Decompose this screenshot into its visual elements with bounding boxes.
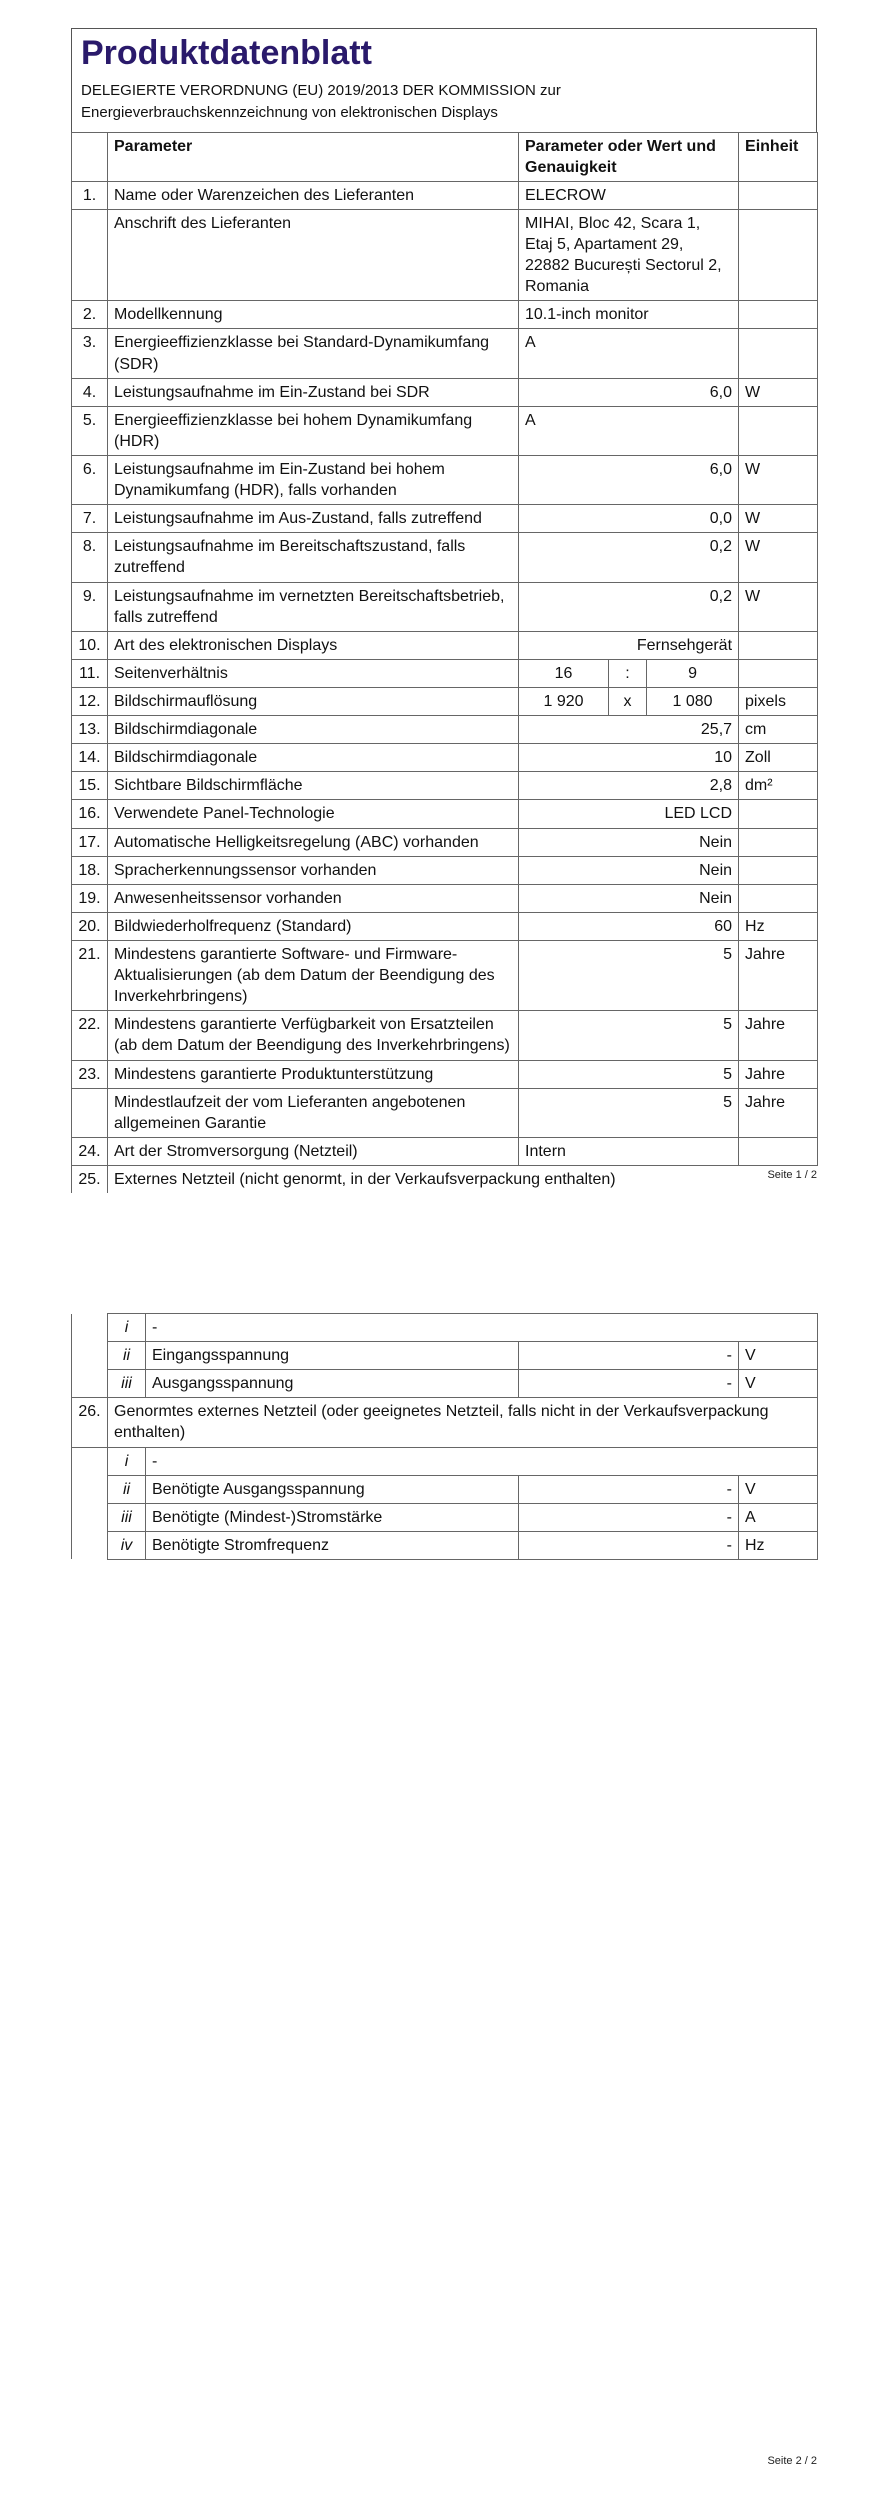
- table-row: [72, 533, 818, 582]
- sub-row-label: Ausgangsspannung: [146, 1370, 519, 1398]
- row-number: 20.: [72, 912, 108, 940]
- row-unit: [739, 301, 818, 329]
- regulation-subtitle: [81, 80, 808, 124]
- sub-row-index: iii: [108, 1503, 146, 1531]
- sub-row: [72, 1447, 818, 1475]
- row-value: MIHAI, Bloc 42, Scara 1, Etaj 5, Apartament 29, 22882 București Sectorul 2, Romania: [519, 209, 739, 300]
- row-unit: Zoll: [739, 744, 818, 772]
- row-number: 14.: [72, 744, 108, 772]
- row-number: 26.: [72, 1398, 108, 1447]
- row-label: Bildschirmauflösung: [108, 687, 519, 715]
- row-unit: Jahre: [739, 940, 818, 1010]
- sub-row-label: -: [146, 1314, 818, 1342]
- sub-row: [72, 1475, 818, 1503]
- sub-row-label: Benötigte Stromfrequenz: [146, 1531, 519, 1559]
- row-unit: dm²: [739, 772, 818, 800]
- row-number: 18.: [72, 856, 108, 884]
- row-value: 10: [519, 744, 739, 772]
- table-row: [72, 1088, 818, 1137]
- row-label: Bildwiederholfrequenz (Standard): [108, 912, 519, 940]
- row-unit: [739, 631, 818, 659]
- row-value: Fernsehgerät: [519, 631, 739, 659]
- sub-row-index: ii: [108, 1342, 146, 1370]
- row-label: Leistungsaufnahme im Ein-Zustand bei SDR: [108, 378, 519, 406]
- row-unit: [739, 1137, 818, 1165]
- sub-row-value: -: [519, 1370, 739, 1398]
- row-unit: [739, 406, 818, 455]
- row-value: 0,0: [519, 505, 739, 533]
- row-unit: Jahre: [739, 1011, 818, 1060]
- row-value: 5: [519, 1011, 739, 1060]
- table-row: [72, 301, 818, 329]
- row-value: A: [519, 406, 739, 455]
- table-row: [72, 744, 818, 772]
- sub-row-spacer: [72, 1314, 108, 1342]
- row-value-first: 1 920: [519, 687, 609, 715]
- page-number-2: Seite 2 / 2: [767, 2455, 817, 2467]
- row-value: 2,8: [519, 772, 739, 800]
- row-label: Art des elektronischen Displays: [108, 631, 519, 659]
- row-label: Genormtes externes Netzteil (oder geeignetes Netzteil, falls nicht in der Verkaufsverpackung enthalten): [108, 1398, 818, 1447]
- datasheet-page-2: [71, 1313, 817, 1560]
- row-label: Spracherkennungssensor vorhanden: [108, 856, 519, 884]
- document-header: [71, 28, 817, 132]
- row-number: 17.: [72, 828, 108, 856]
- table-row: [72, 378, 818, 406]
- row-number: 1.: [72, 181, 108, 209]
- row-label: Leistungsaufnahme im vernetzten Bereitschaftsbetrieb, falls zutreffend: [108, 582, 519, 631]
- table-row: [72, 1137, 818, 1165]
- row-number: 24.: [72, 1137, 108, 1165]
- sub-row-index: i: [108, 1447, 146, 1475]
- row-number: 19.: [72, 884, 108, 912]
- row-number: 5.: [72, 406, 108, 455]
- row-label: Art der Stromversorgung (Netzteil): [108, 1137, 519, 1165]
- row-value: A: [519, 329, 739, 378]
- row-value: 60: [519, 912, 739, 940]
- row-label: Bildschirmdiagonale: [108, 716, 519, 744]
- sub-row-unit: A: [739, 1503, 818, 1531]
- row-value: 5: [519, 1088, 739, 1137]
- row-number: 13.: [72, 716, 108, 744]
- row-number: 7.: [72, 505, 108, 533]
- sub-row-unit: Hz: [739, 1531, 818, 1559]
- row-unit: W: [739, 582, 818, 631]
- table-row: [72, 828, 818, 856]
- row-label: Mindestens garantierte Produktunterstützung: [108, 1060, 519, 1088]
- row-number: [72, 1088, 108, 1137]
- table-row: [72, 884, 818, 912]
- sub-row-label: -: [146, 1447, 818, 1475]
- row-label: Energieeffizienzklasse bei Standard-Dynamikumfang (SDR): [108, 329, 519, 378]
- row-value: 5: [519, 1060, 739, 1088]
- table-row: [72, 856, 818, 884]
- table-row: [72, 406, 818, 455]
- row-number: 21.: [72, 940, 108, 1010]
- table-row: [72, 716, 818, 744]
- power-supply-table: [71, 1313, 818, 1560]
- table-row: [72, 800, 818, 828]
- sub-row-label: Eingangsspannung: [146, 1342, 519, 1370]
- table-row: [72, 1398, 818, 1447]
- row-label: Modellkennung: [108, 301, 519, 329]
- row-value: Nein: [519, 856, 739, 884]
- row-value-separator: x: [609, 687, 647, 715]
- row-number: 10.: [72, 631, 108, 659]
- sub-row: [72, 1531, 818, 1559]
- row-unit: Hz: [739, 912, 818, 940]
- row-unit: [739, 209, 818, 300]
- row-value: Nein: [519, 884, 739, 912]
- row-value: 10.1-inch monitor: [519, 301, 739, 329]
- row-number: 16.: [72, 800, 108, 828]
- row-number: 12.: [72, 687, 108, 715]
- table-row: [72, 505, 818, 533]
- row-label: Mindestens garantierte Software- und Firmware-Aktualisierungen (ab dem Datum der Beendigung des Inverkehrbringens): [108, 940, 519, 1010]
- sub-row-unit: V: [739, 1475, 818, 1503]
- sub-row-spacer: [72, 1503, 108, 1531]
- row-unit: W: [739, 378, 818, 406]
- row-value-second: 1 080: [647, 687, 739, 715]
- row-value: 6,0: [519, 378, 739, 406]
- row-unit: [739, 884, 818, 912]
- subtitle-line-1: DELEGIERTE VERORDNUNG (EU) 2019/2013 DER KOMMISSION zur: [81, 82, 561, 100]
- row-value: LED LCD: [519, 800, 739, 828]
- sub-row-index: iii: [108, 1370, 146, 1398]
- sub-row-value: -: [519, 1531, 739, 1559]
- row-number: 22.: [72, 1011, 108, 1060]
- row-label: Verwendete Panel-Technologie: [108, 800, 519, 828]
- table-row: [72, 912, 818, 940]
- row-label: Leistungsaufnahme im Bereitschaftszustand, falls zutreffend: [108, 533, 519, 582]
- power-supply-rows: [72, 1314, 818, 1560]
- table-row: [72, 940, 818, 1010]
- row-label: Sichtbare Bildschirmfläche: [108, 772, 519, 800]
- sub-row-spacer: [72, 1447, 108, 1475]
- row-value-first: 16: [519, 659, 609, 687]
- row-value: Nein: [519, 828, 739, 856]
- row-unit: cm: [739, 716, 818, 744]
- row-label: Leistungsaufnahme im Ein-Zustand bei hohem Dynamikumfang (HDR), falls vorhanden: [108, 456, 519, 505]
- sub-row-index: ii: [108, 1475, 146, 1503]
- row-value: 5: [519, 940, 739, 1010]
- table-row: [72, 659, 818, 687]
- row-label: Externes Netzteil (nicht genormt, in der Verkaufsverpackung enthalten): [108, 1165, 818, 1193]
- row-unit: [739, 329, 818, 378]
- sub-row: [72, 1370, 818, 1398]
- row-label: Leistungsaufnahme im Aus-Zustand, falls zutreffend: [108, 505, 519, 533]
- row-number: 11.: [72, 659, 108, 687]
- sub-row-unit: V: [739, 1370, 818, 1398]
- datasheet-rows: [72, 181, 818, 1193]
- sub-row-unit: V: [739, 1342, 818, 1370]
- row-value: Intern: [519, 1137, 739, 1165]
- sub-row-value: -: [519, 1475, 739, 1503]
- row-value: 25,7: [519, 716, 739, 744]
- row-unit: [739, 181, 818, 209]
- table-row: [72, 1165, 818, 1193]
- row-unit: [739, 800, 818, 828]
- row-unit: W: [739, 456, 818, 505]
- row-number: 15.: [72, 772, 108, 800]
- table-header-row: [72, 132, 818, 181]
- row-value: ELECROW: [519, 181, 739, 209]
- row-value-second: 9: [647, 659, 739, 687]
- row-number: 25.: [72, 1165, 108, 1193]
- table-row: [72, 687, 818, 715]
- row-number: [72, 209, 108, 300]
- row-value: 0,2: [519, 582, 739, 631]
- header-parameter: Parameter: [108, 132, 519, 181]
- row-unit: Jahre: [739, 1088, 818, 1137]
- row-unit: [739, 856, 818, 884]
- document-title: Produktdatenblatt: [81, 34, 372, 72]
- sub-row-index: i: [108, 1314, 146, 1342]
- row-value-separator: :: [609, 659, 647, 687]
- sub-row-spacer: [72, 1531, 108, 1559]
- row-label: Anwesenheitssensor vorhanden: [108, 884, 519, 912]
- header-value: Parameter oder Wert und Genauigkeit: [519, 132, 739, 181]
- sub-row-spacer: [72, 1342, 108, 1370]
- table-row: [72, 456, 818, 505]
- header-unit: Einheit: [739, 132, 818, 181]
- sub-row: [72, 1503, 818, 1531]
- table-row: [72, 582, 818, 631]
- table-row: [72, 181, 818, 209]
- table-row: [72, 209, 818, 300]
- table-row: [72, 329, 818, 378]
- row-unit: [739, 659, 818, 687]
- sub-row-index: iv: [108, 1531, 146, 1559]
- row-number: 8.: [72, 533, 108, 582]
- table-row: [72, 1011, 818, 1060]
- sub-row-spacer: [72, 1370, 108, 1398]
- row-label: Automatische Helligkeitsregelung (ABC) vorhanden: [108, 828, 519, 856]
- row-value: 6,0: [519, 456, 739, 505]
- sub-row-spacer: [72, 1475, 108, 1503]
- row-unit: [739, 828, 818, 856]
- row-number: 6.: [72, 456, 108, 505]
- row-label: Seitenverhältnis: [108, 659, 519, 687]
- row-number: 23.: [72, 1060, 108, 1088]
- table-row: [72, 772, 818, 800]
- row-unit: Jahre: [739, 1060, 818, 1088]
- datasheet-page-1: [71, 28, 817, 1193]
- row-label: Mindestlaufzeit der vom Lieferanten angebotenen allgemeinen Garantie: [108, 1088, 519, 1137]
- row-number: 4.: [72, 378, 108, 406]
- row-label: Name oder Warenzeichen des Lieferanten: [108, 181, 519, 209]
- header-number: [72, 132, 108, 181]
- row-label: Bildschirmdiagonale: [108, 744, 519, 772]
- table-row: [72, 1060, 818, 1088]
- row-unit: W: [739, 505, 818, 533]
- row-number: 2.: [72, 301, 108, 329]
- sub-row-value: -: [519, 1342, 739, 1370]
- subtitle-line-2: Energieverbrauchskennzeichnung von elektronischen Displays: [81, 103, 498, 121]
- row-unit: W: [739, 533, 818, 582]
- sub-row-value: -: [519, 1503, 739, 1531]
- datasheet-table: [71, 132, 818, 1193]
- row-unit: pixels: [739, 687, 818, 715]
- page-number-1: Seite 1 / 2: [767, 1169, 817, 1181]
- row-label: Anschrift des Lieferanten: [108, 209, 519, 300]
- table-row: [72, 631, 818, 659]
- row-label: Mindestens garantierte Verfügbarkeit von Ersatzteilen (ab dem Datum der Beendigung des Inverkehrbringens): [108, 1011, 519, 1060]
- sub-row-label: Benötigte Ausgangsspannung: [146, 1475, 519, 1503]
- row-value: 0,2: [519, 533, 739, 582]
- row-label: Energieeffizienzklasse bei hohem Dynamikumfang (HDR): [108, 406, 519, 455]
- sub-row: [72, 1342, 818, 1370]
- row-number: 9.: [72, 582, 108, 631]
- sub-row-label: Benötigte (Mindest-)Stromstärke: [146, 1503, 519, 1531]
- row-number: 3.: [72, 329, 108, 378]
- sub-row: [72, 1314, 818, 1342]
